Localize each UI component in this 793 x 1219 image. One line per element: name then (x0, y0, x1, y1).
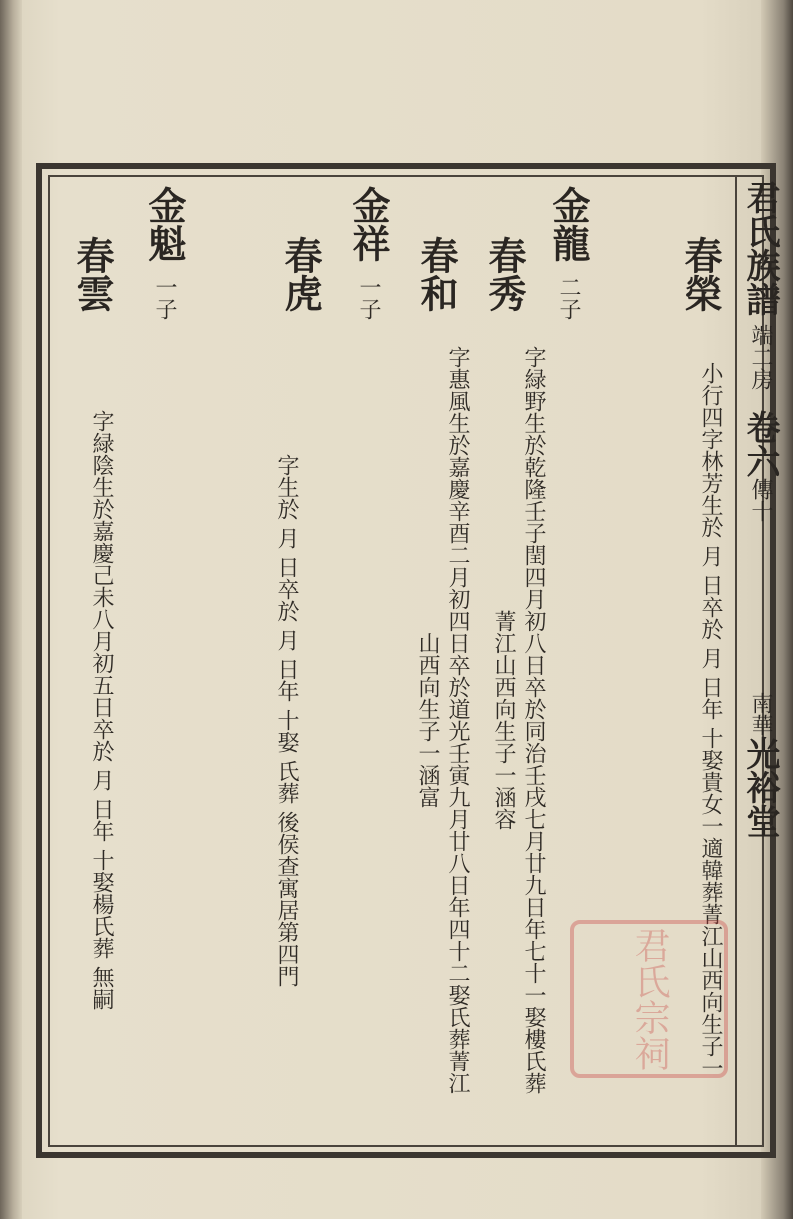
entry-name: 春榮 (678, 236, 723, 312)
red-seal-stamp: 君氏宗祠 (570, 920, 728, 1078)
entry-text: 二子 (556, 276, 581, 320)
entry-chunrong (672, 236, 728, 312)
hall-label: 南華 (748, 692, 773, 736)
entry-chunxiu-text (478, 340, 558, 1100)
header-divider (735, 176, 737, 1146)
branch-label: 端二房 (748, 324, 773, 390)
entry-name: 春秀 (482, 236, 527, 312)
book-title: 君氏族譜 (740, 180, 780, 316)
entry-text: 字緑野生於乾隆壬子閏四月初八日卒於同治壬戌七月廿九日年七十一娶樓氏葬菁江山西向生子一涵容 (491, 346, 546, 1094)
entry-text: 一子 (152, 276, 177, 320)
entry-chunyun-text (62, 330, 140, 1090)
entry-text: 小行四字林芳生於 月 日卒於 月 日年 十娶貴女一適韓葬菁江山西向生子一 (698, 361, 723, 1079)
entry-jinlong (540, 186, 596, 320)
hall-name: 光裕堂 (740, 736, 780, 838)
entry-text: 一子 (356, 276, 381, 320)
entry-name: 金祥 (346, 186, 391, 262)
entry-text: 字惠風生於嘉慶辛酉二月初四日卒於道光壬寅九月廿八日年四十二娶氏葬菁江山西向生子一涵富 (415, 346, 470, 1094)
entry-chunxiu (476, 236, 532, 312)
entry-name: 春和 (414, 236, 459, 312)
entry-chunhe (408, 236, 464, 312)
entry-name: 春虎 (278, 236, 323, 312)
entry-chunhu (272, 236, 328, 312)
section-label: 傳十 (748, 478, 773, 522)
entry-chunhe-text (408, 340, 476, 1100)
entry-jinkui (136, 186, 192, 320)
entry-name: 金龍 (546, 186, 591, 262)
header-column (740, 180, 780, 838)
entry-text: 字生於 月 日卒於 月 日年 十娶 氏葬 後侯查寓居第四門 (274, 453, 299, 987)
entry-name: 春雲 (70, 236, 115, 312)
entry-jinxiang (340, 186, 396, 320)
entry-chunyun (64, 236, 120, 312)
entry-chunhu-text (236, 340, 336, 1100)
binding-shadow (0, 0, 22, 1219)
entry-name: 金魁 (142, 186, 187, 262)
entry-text: 字緑陰生於嘉慶己未八月初五日卒於 月 日年 十娶楊氏葬 無嗣 (89, 410, 114, 1010)
volume-label: 卷六 (740, 410, 780, 478)
